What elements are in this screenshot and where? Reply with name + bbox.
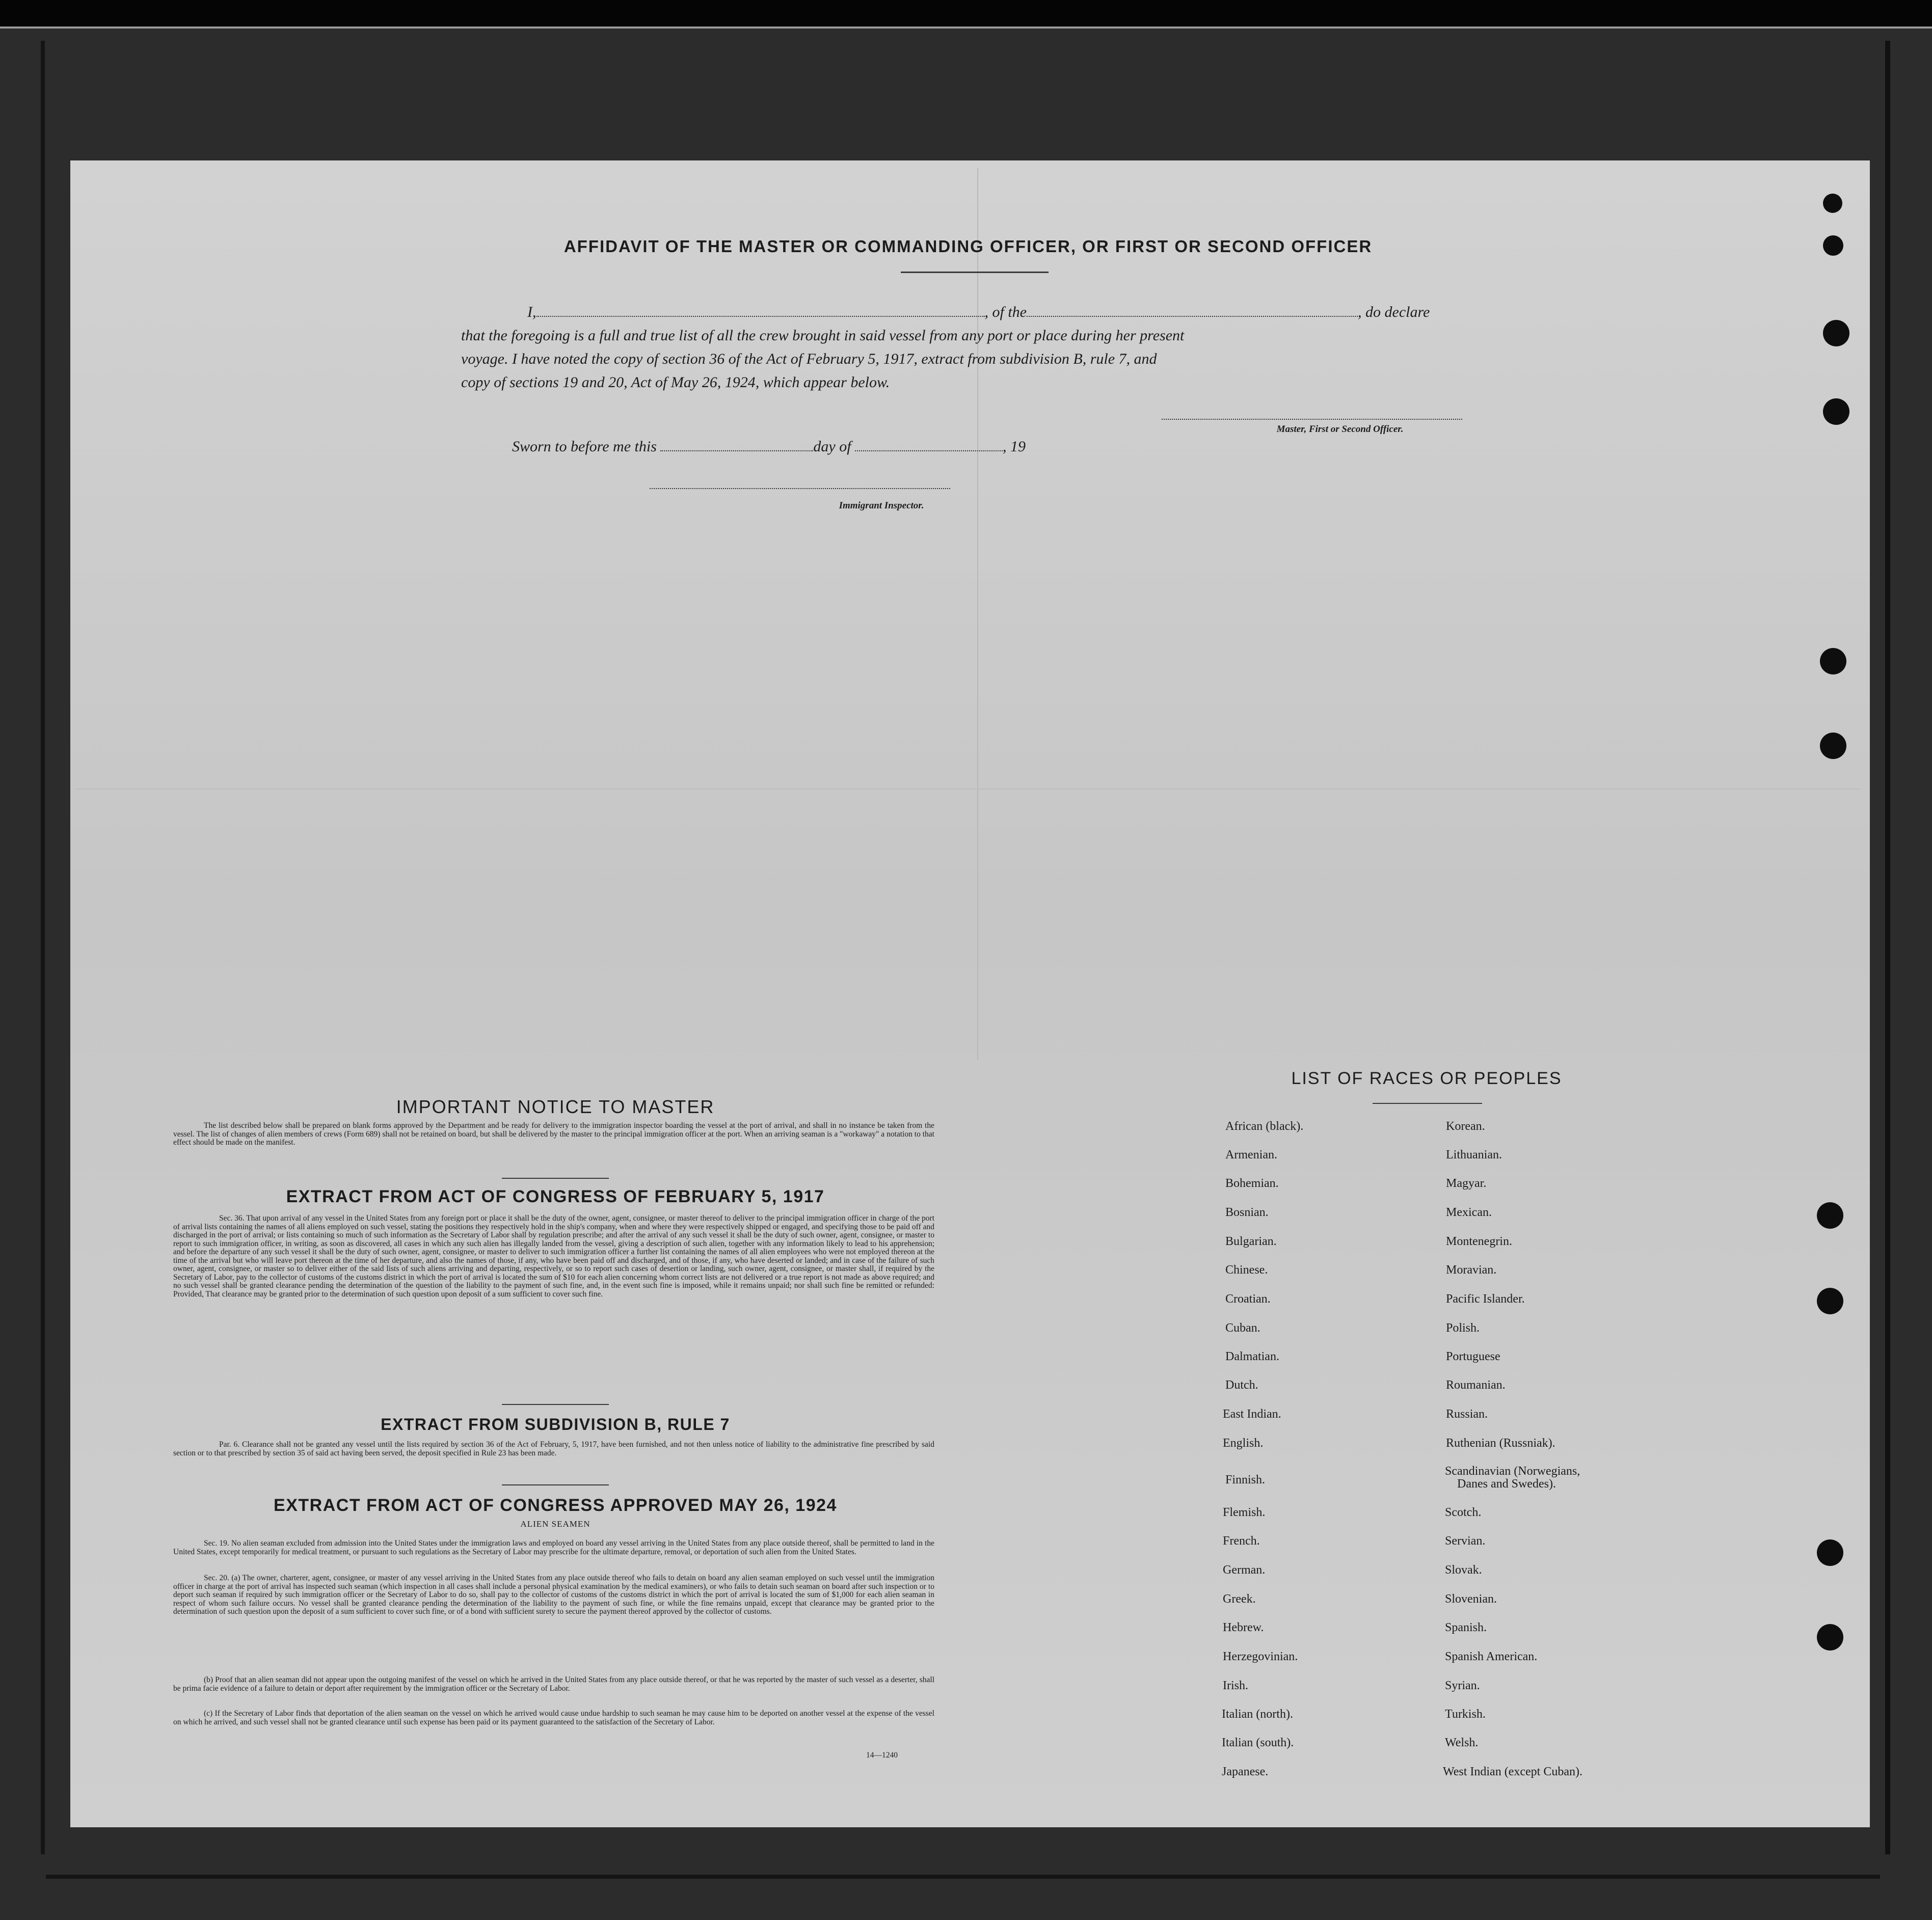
affidavit-line-1 xyxy=(461,301,1470,324)
race-item: Russian. xyxy=(1446,1408,1488,1421)
affidavit-line-4: copy of sections 19 and 20, Act of May 26, 1924, which appear below. xyxy=(461,374,890,391)
race-item: Korean. xyxy=(1446,1120,1485,1133)
extract-1924-subtitle: ALIEN SEAMEN xyxy=(520,1519,591,1529)
binder-hole xyxy=(1820,733,1846,759)
race-item: Cuban. xyxy=(1225,1321,1260,1335)
race-item: East Indian. xyxy=(1223,1408,1281,1421)
race-item: Lithuanian. xyxy=(1446,1148,1502,1161)
of-the-label: , of the xyxy=(984,304,1027,320)
race-item: Spanish American. xyxy=(1445,1650,1538,1663)
form-number: 14—1240 xyxy=(866,1751,898,1760)
affidavit-line-3: voyage. I have noted the copy of section 36 of the Act of February 5, 1917, extract from subdivision B, rule 7, and xyxy=(461,350,1157,367)
race-item: German. xyxy=(1223,1563,1266,1577)
race-item: Danes and Swedes). xyxy=(1457,1477,1556,1491)
race-item: Italian (north). xyxy=(1222,1708,1293,1721)
race-item: Magyar. xyxy=(1446,1177,1487,1190)
binder-hole xyxy=(1817,1202,1843,1229)
race-item: Scandinavian (Norwegians, xyxy=(1445,1465,1580,1478)
sec-20b-body: (b) Proof that an alien seaman did not appear upon the outgoing manifest of the vessel on which he arrived in the United States from any place outside thereof, or that he was reported by the master of such vessel as a deserter, shall be prima facie evidence of a failure to detain or deport after requirement by the immigration officer or the Secretary of Labor. xyxy=(173,1675,934,1693)
film-edge-right xyxy=(1885,41,1890,1854)
race-item: Dutch. xyxy=(1225,1378,1258,1392)
race-item: Roumanian. xyxy=(1446,1378,1506,1392)
race-item: Pacific Islander. xyxy=(1446,1292,1525,1306)
extract-1917-title: EXTRACT FROM ACT OF CONGRESS OF FEBRUARY 5, 1917 xyxy=(286,1187,825,1206)
race-item: Polish. xyxy=(1446,1321,1480,1335)
race-item: Dalmatian. xyxy=(1225,1350,1279,1363)
binder-hole xyxy=(1817,1539,1843,1566)
race-item: Finnish. xyxy=(1225,1473,1266,1486)
vessel-blank[interactable] xyxy=(1027,316,1358,317)
race-item: Flemish. xyxy=(1223,1506,1266,1519)
inspector-caption: Immigrant Inspector. xyxy=(839,500,924,511)
master-caption: Master, First or Second Officer. xyxy=(1276,424,1404,435)
title-rule xyxy=(901,272,1049,273)
extract-1917-body: Sec. 36. That upon arrival of any vessel in the United States from any foreign port or place it shall be the duty of the owner, agent, consignee, or master thereof to deliver to the principal immigration officer in charge of the port of arrival lists containing the names of all aliens employed on such vessel, stating the positions they respectively hold in the ship's company, when and where they were respectively shipped or engaged, and specifying those to be paid off and discharged in the port of arrival; or lists containing so much of such information as the Secretary of Labor shall by regulation prescribe; and after the arrival of any such vessel it shall be the duty of such owner, agent, consignee, or master to report to such immigration officer, in writing, as soon as discovered, all cases in which any such alien has illegally landed from the vessel, giving a description of such alien, together with any information likely to lead to his apprehension; and before the departure of any such vessel it shall be the duty of such owner, agent, consignee, or master to deliver to such immigration officer a further list containing the names of all alien employees who were not employed thereon at the time of the arrival but who will leave port thereon at the time of her departure, and also the names of those, if any, who have been paid off and discharged, and of those, if any, who have deserted or landed; and in case of the failure of such owner, agent, consignee, or master so to deliver either of the said lists of such aliens arriving and departing, respectively, or so to report such cases of desertion or landing, such owner, agent, consignee, or master shall, if required by the Secretary of Labor, pay to the collector of customs of the customs district in which the port of arrival is located the sum of $10 for each alien concerning whom correct lists are not delivered or a true report is not made as above required; and no such vessel shall be granted clearance pending the determination of the question of the liability to the payment of such fine, and, in the event such fine is imposed, while it remains unpaid; nor shall such fine be remitted or refunded: Provided, That clearance may be granted prior to the determination of such question upon deposit of a sum sufficient to cover such fine. xyxy=(173,1214,934,1299)
sec-20a-body: Sec. 20. (a) The owner, charterer, agent, consignee, or master of any vessel arriving in the United States from any place outside thereof who fails to detain on board any alien seaman employed on such vessel until the immigration officer in charge at the port of arrival has inspected such seaman (which inspection in all cases shall include a personal physical examination by the medical examiners), or who fails to detain such seaman on board after such inspection or to deport such seaman if required by such immigration officer or the Secretary of Labor to do so, shall pay to the collector of customs of the customs district in which the port of arrival is located the sum of $1,000 for each alien seaman in respect of whom such failure occurs. No vessel shall be granted clearance pending the determination of the liability to the payment of such fine, or while the fine remains unpaid, except that clearance may be granted prior to the determination of such question upon the deposit of a sum sufficient to cover such fine, or of a bond with sufficient surety to secure the payment thereof approved by the collector of customs. xyxy=(173,1574,934,1616)
section-rule xyxy=(502,1484,609,1485)
race-item: Welsh. xyxy=(1445,1736,1479,1749)
binder-hole xyxy=(1817,1288,1843,1314)
race-item: Slovak. xyxy=(1445,1563,1482,1577)
race-item: Croatian. xyxy=(1225,1292,1271,1306)
sec-20c-body: (c) If the Secretary of Labor finds that deportation of the alien seaman on the vessel on which he arrived would cause undue hardship to such seaman he may cause him to be deported on another vessel at the expense of the vessel on which he arrived, and such vessel shall not be granted clearance until such expense has been paid or its payment guaranteed to the satisfaction of the Secretary of Labor. xyxy=(173,1709,934,1726)
race-item: English. xyxy=(1223,1437,1264,1450)
notice-body: The list described below shall be prepared on blank forms approved by the Department and be ready for delivery to the immigration inspector boarding the vessel at the port of arrival, and shall in no instance be taken from the vessel. The list of changes of alien members of crews (Form 689) shall not be retained on board, but shall be delivered by the master to the principal immigration officer at the port. When an arriving seaman is a "workaway" a notation to that effect should be made on the manifest. xyxy=(173,1121,934,1147)
film-edge-bottom xyxy=(46,1875,1880,1879)
day-of-label: day of xyxy=(813,438,851,455)
race-item: Armenian. xyxy=(1225,1148,1277,1161)
section-rule xyxy=(502,1404,609,1405)
day-blank[interactable] xyxy=(660,450,813,451)
year-label: , 19 xyxy=(1003,438,1026,455)
inspector-signature-line[interactable] xyxy=(650,488,950,489)
race-item: Mexican. xyxy=(1446,1206,1492,1219)
race-item: Turkish. xyxy=(1445,1708,1486,1721)
extract-1924-title: EXTRACT FROM ACT OF CONGRESS APPROVED MAY 26, 1924 xyxy=(274,1496,837,1515)
i-label: I, xyxy=(527,304,536,320)
race-item: Bohemian. xyxy=(1225,1177,1279,1190)
race-item: Slovenian. xyxy=(1445,1592,1497,1606)
binder-hole xyxy=(1820,648,1846,674)
race-item: Servian. xyxy=(1445,1534,1486,1548)
page-fold-horizontal xyxy=(76,789,1860,790)
binder-hole xyxy=(1823,320,1849,346)
subdivision-b-body: Par. 6. Clearance shall not be granted any vessel until the lists required by section 36 of the Act of February, 5, 1917, have been furnished, and not then unless notice of liability to the administrative fine prescribed by said section or to that prescribed by section 35 of said act having been served, the deposit specified in Rule 23 has been made. xyxy=(173,1440,934,1457)
races-title: LIST OF RACES OR PEOPLES xyxy=(1291,1069,1562,1088)
race-item: Portuguese xyxy=(1446,1350,1500,1363)
race-item: Spanish. xyxy=(1445,1621,1487,1634)
races-title-rule xyxy=(1373,1103,1482,1104)
race-item: Bosnian. xyxy=(1225,1206,1269,1219)
race-item: Syrian. xyxy=(1445,1679,1480,1692)
binder-hole xyxy=(1823,194,1842,213)
affidavit-title: AFFIDAVIT OF THE MASTER OR COMMANDING OFFICER, OR FIRST OR SECOND OFFICER xyxy=(564,237,1373,256)
binder-hole xyxy=(1817,1624,1843,1651)
sworn-line xyxy=(512,435,1123,458)
name-blank[interactable] xyxy=(536,316,985,317)
month-blank[interactable] xyxy=(855,450,1003,451)
race-item: Scotch. xyxy=(1445,1506,1482,1519)
sworn-label: Sworn to before me this xyxy=(512,438,657,455)
subdivision-b-title: EXTRACT FROM SUBDIVISION B, RULE 7 xyxy=(381,1415,730,1434)
scanner-top-bar xyxy=(0,0,1932,26)
race-item: West Indian (except Cuban). xyxy=(1443,1765,1582,1778)
notice-title: IMPORTANT NOTICE TO MASTER xyxy=(396,1096,715,1117)
race-item: Moravian. xyxy=(1446,1263,1497,1277)
race-item: French. xyxy=(1223,1534,1260,1548)
race-item: Irish. xyxy=(1223,1679,1248,1692)
do-declare-label: , do declare xyxy=(1358,304,1430,320)
race-item: Greek. xyxy=(1223,1592,1256,1606)
race-item: Chinese. xyxy=(1225,1263,1268,1277)
race-item: Ruthenian (Russniak). xyxy=(1446,1437,1555,1450)
section-rule xyxy=(502,1178,609,1179)
race-item: Bulgarian. xyxy=(1225,1235,1277,1248)
film-edge-left xyxy=(41,41,45,1854)
race-item: Hebrew. xyxy=(1223,1621,1264,1634)
affidavit-line-2: that the foregoing is a full and true list of all the crew brought in said vessel from any port or place during her present xyxy=(461,327,1185,344)
master-signature-line[interactable] xyxy=(1162,419,1462,420)
race-item: Herzegovinian. xyxy=(1223,1650,1298,1663)
race-item: Japanese. xyxy=(1222,1765,1269,1778)
race-item: Italian (south). xyxy=(1222,1736,1294,1749)
sec-19-body: Sec. 19. No alien seaman excluded from admission into the United States under the immigration laws and employed on board any vessel arriving in the United States from any place outside thereof, shall be permitted to land in the United States, except temporarily for medical treatment, or pursuant to such regulations as the Secretary of Labor may prescribe for the ultimate departure, removal, or deportation of such alien from the United States. xyxy=(173,1539,934,1556)
binder-hole xyxy=(1823,235,1843,256)
race-item: Montenegrin. xyxy=(1446,1235,1512,1248)
race-item: African (black). xyxy=(1225,1120,1304,1133)
binder-hole xyxy=(1823,398,1849,425)
